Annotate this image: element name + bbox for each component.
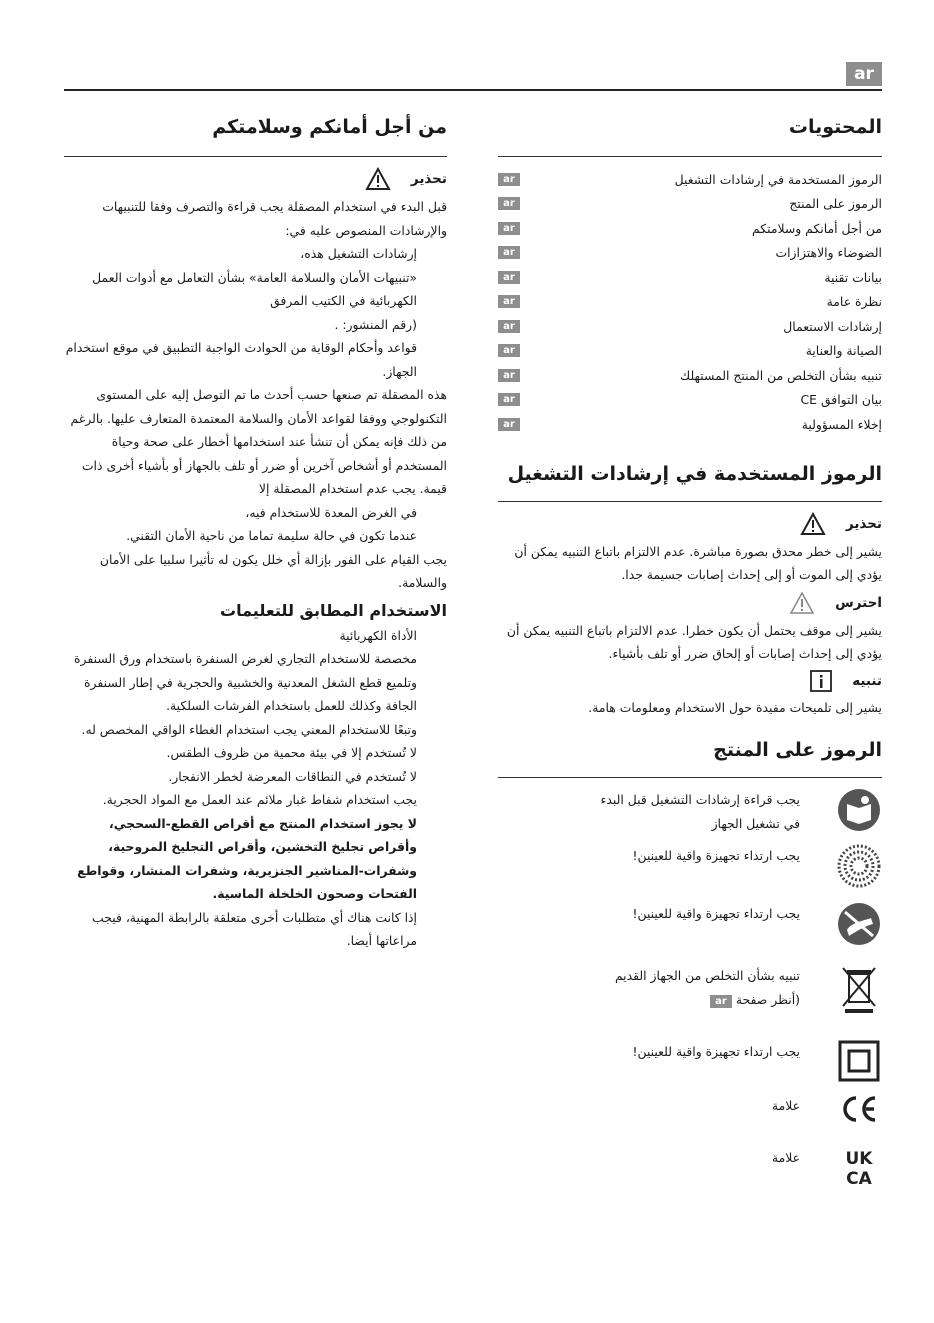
page-badge: ar	[498, 418, 520, 431]
product-symbols-title: الرموز على المنتج	[713, 739, 882, 761]
contents-list	[498, 167, 882, 437]
note-label: تنبيه	[852, 672, 882, 689]
safety-bullet: (رقم المنشور: .	[334, 316, 417, 332]
safety-title: من أجل أمانكم وسلامتكم	[212, 116, 447, 138]
right-column	[498, 110, 882, 1194]
safety-warning-heading	[64, 167, 447, 191]
page-badge: ar	[498, 173, 520, 186]
note-heading	[498, 670, 882, 692]
page-badge: ar	[498, 295, 520, 308]
safety-bullet: إرشادات التشغيل هذه،	[300, 246, 417, 261]
symbol-row: UK CA علامة	[498, 1146, 882, 1194]
danger-label: تحذير	[845, 515, 882, 532]
intended-use-text: لا تُستخدم في النطاقات المعرضة لخطر الانفجار.	[168, 768, 417, 784]
page-badge: ar	[498, 222, 520, 235]
page-badge: ar	[710, 995, 732, 1008]
contents-title: المحتويات	[788, 116, 882, 138]
header-rule	[64, 89, 882, 91]
caution-label: احترس	[835, 594, 882, 611]
toc-item[interactable]: بيان التوافق CE ar	[498, 388, 882, 413]
read-manual-icon	[837, 788, 881, 832]
svg-text:UK: UK	[845, 1149, 873, 1169]
toc-item[interactable]: الضوضاء والاهتزازات ar	[498, 241, 882, 266]
symbol-row: يجب ارتداء تجهيزة واقية للعينين!	[498, 844, 882, 902]
page-badge: ar	[498, 197, 520, 210]
symbol-row: علامة	[498, 1094, 882, 1146]
caution-heading	[498, 591, 882, 615]
page-badge: ar	[498, 271, 520, 284]
page-badge: ar	[498, 320, 520, 333]
no-water-icon	[837, 902, 881, 946]
safety-rule	[64, 156, 447, 157]
class2-icon	[838, 1040, 880, 1082]
intended-use-text: إذا كانت هناك أي متطلبات أخرى متعلقة بالرابطة المهنية، فيجب مراعاتها أيضا.	[92, 909, 417, 948]
intended-use-text: يجب استخدام شفاط غبار ملائم عند العمل مع المواد الحجرية.	[102, 792, 417, 807]
language-tab: ar	[846, 62, 882, 86]
eye-protection-icon	[837, 844, 881, 888]
ukca-mark-icon	[839, 1146, 879, 1186]
safety-paragraph: يجب القيام على الفور بإزالة أي خلل يكون له تأثيرا سلبيا على الأمان والسلامة.	[99, 551, 447, 590]
warning-triangle-icon	[365, 167, 391, 191]
toc-item[interactable]: تنبيه بشأن التخلص من المنتج المستهلك ar	[498, 363, 882, 388]
safety-bullet: عندما تكون في حالة سليمة تماما من ناحية الأمان التقني.	[126, 528, 417, 543]
danger-heading	[498, 512, 882, 536]
intended-use-text: الأداة الكهربائية	[339, 627, 417, 643]
intended-use-text: مخصصة للاستخدام التجاري لغرض السنفرة باستخدام ورق السنفرة وتلميع قطع الشغل المعدنية والخشبية والحجرية في إطار السنفرة الجافة وكذلك للعمل باستخدام الفرشات السلكية.	[74, 651, 417, 713]
safety-intro: قبل البدء في استخدام المصقلة يجب قراءة والتصرف وفقا للتنبيهات والإرشادات المنصوص عليه في:	[102, 199, 447, 238]
toc-item[interactable]: نظرة عامة ar	[498, 290, 882, 315]
danger-text: يشير إلى خطر محدق بصورة مباشرة. عدم الالتزام باتباع التنبيه يمكن أن يؤدي إلى الموت أو إلى إحداث إصابات جسيمة جدا.	[514, 543, 882, 582]
symbol-row: تنبيه بشأن التخلص من الجهاز القديم (أنظر صفحة ar	[498, 964, 882, 1040]
toc-item[interactable]: الصيانة والعناية ar	[498, 339, 882, 364]
toc-item[interactable]: الرموز المستخدمة في إرشادات التشغيل ar	[498, 167, 882, 192]
caution-text: يشير إلى موقف يحتمل أن يكون خطرا. عدم الالتزام باتباع التنبيه يمكن أن يؤدي إلى إحداث إصابات أو إلحاق ضرر أو تلف بأشياء.	[506, 622, 882, 661]
safety-bullet: «تنبيهات الأمان والسلامة العامة» بشأن التعامل مع أدوات العمل الكهربائية في الكتيب المرفق	[92, 269, 417, 308]
intended-use-text: لا تُستخدم إلا في بيئة محمية من ظروف الطقس.	[166, 745, 417, 760]
page-badge: ar	[498, 344, 520, 357]
intended-use-text: وتبعًا للاستخدام المعني يجب استخدام الغطاء الواقي المخصص له.	[81, 721, 417, 737]
page-badge: ar	[498, 246, 520, 259]
intended-use-text: لا يجوز استخدام المنتج مع أقراص القطع-السحجي، وأقراص تجليخ التخشين، وأقراص التجليخ المروحية، وشفرات-المناشير الجنزيرية، وشفرات المنشار، وقواطع الفتحات وصحون الخلخلة الماسية.	[77, 815, 417, 901]
warning-label: تحذير	[410, 171, 447, 187]
left-column	[64, 110, 447, 953]
toc-item[interactable]: بيانات تقنية ar	[498, 265, 882, 290]
warning-triangle-icon	[800, 512, 826, 536]
toc-item[interactable]: من أجل أمانكم وسلامتكم ar	[498, 216, 882, 241]
weee-bin-icon	[839, 964, 879, 1014]
safety-bullet: قواعد وأحكام الوقاية من الحوادث الواجبة التطبيق في موقع استخدام الجهاز.	[65, 340, 417, 379]
contents-rule	[498, 156, 882, 157]
toc-item[interactable]: إرشادات الاستعمال ar	[498, 314, 882, 339]
page-badge: ar	[498, 393, 520, 406]
symbol-row: يجب ارتداء تجهيزة واقية للعينين!	[498, 902, 882, 964]
info-icon	[810, 670, 832, 692]
caution-triangle-icon	[789, 591, 815, 615]
svg-text:CA: CA	[846, 1169, 872, 1186]
manual-symbols-rule	[498, 501, 882, 502]
page-badge: ar	[498, 369, 520, 382]
symbol-row: يجب قراءة إرشادات التشغيل قبل البدء في تشغيل الجهاز	[498, 788, 882, 844]
ce-mark-icon	[839, 1094, 879, 1124]
intended-use-title: الاستخدام المطابق للتعليمات	[219, 600, 447, 620]
toc-item[interactable]: إخلاء المسؤولية ar	[498, 412, 882, 437]
manual-symbols-title: الرموز المستخدمة في إرشادات التشغيل	[507, 462, 882, 485]
symbol-row: يجب ارتداء تجهيزة واقية للعينين!	[498, 1040, 882, 1094]
toc-item[interactable]: الرموز على المنتج ar	[498, 192, 882, 217]
product-symbols-rule	[498, 777, 882, 778]
note-text: يشير إلى تلميحات مفيدة حول الاستخدام ومعلومات هامة.	[588, 699, 882, 715]
safety-bullet: في الغرض المعدة للاستخدام فيه،	[245, 504, 417, 520]
safety-paragraph: هذه المصقلة تم صنعها حسب أحدث ما تم التوصل إليه على المستوى التكنولوجي ووفقا لقواعد الأمان والسلامة المعتمدة المتعارف عليها. بالرغم من ذلك فإنه يمكن أن تنشأ عند استخدامها أخطار على صحة وحياة المستخدم أو أشخاص آخرين أو ضرر أو تلف بالجهاز أو بأشياء أخرى ذات قيمة. يجب عدم استخدام المصقلة إلا	[70, 387, 447, 496]
